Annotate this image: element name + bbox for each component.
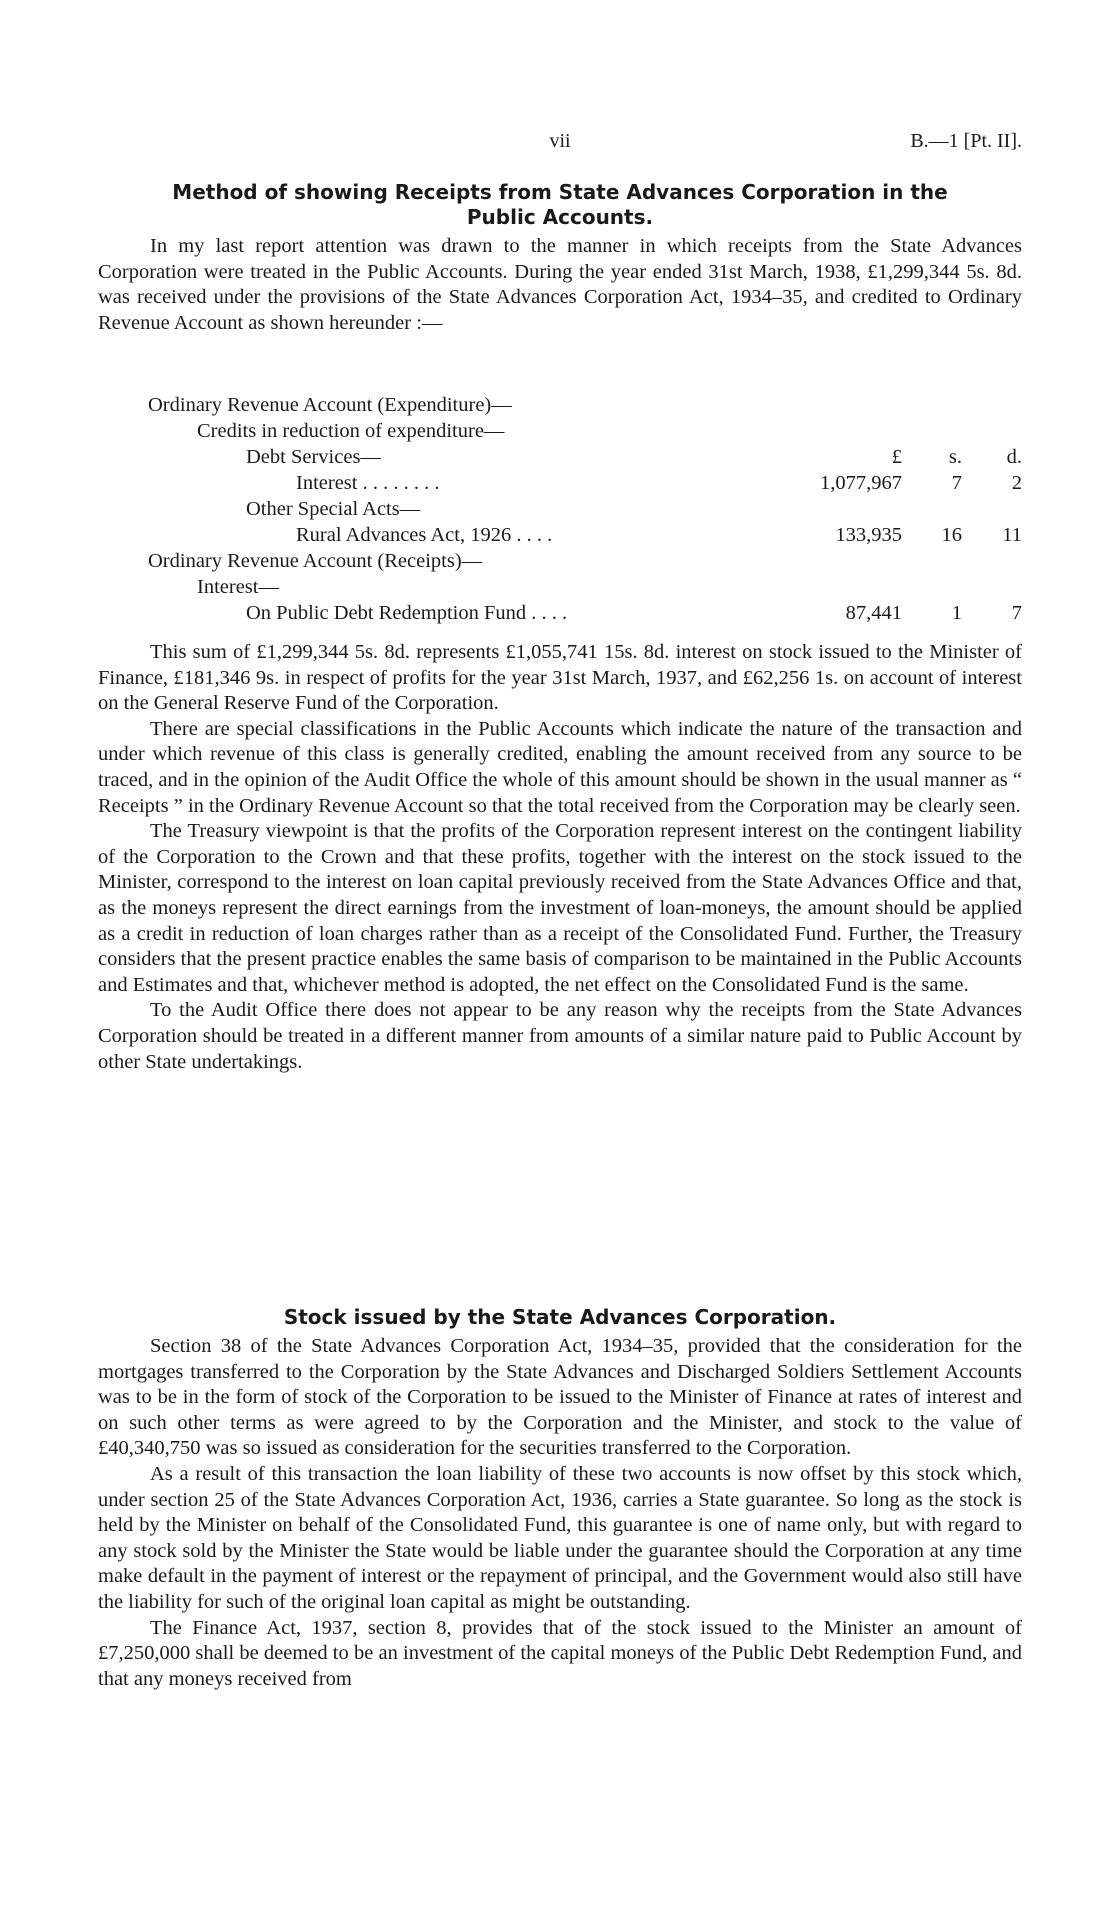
table-shillings: 7 (951, 472, 962, 494)
table-heading: Ordinary Revenue Account (Expenditure)— (148, 394, 512, 416)
table-heading: Ordinary Revenue Account (Receipts)— (148, 550, 483, 572)
table-subheading: Debt Services— (246, 446, 381, 468)
document-reference: B.—1 [Pt. II]. (910, 130, 1022, 152)
paragraph: Section 38 of the State Advances Corporation Act, 1934–35, provided that the consideration for the mortgages transferred to the Corporation by the State Advances and Discharged Soldiers Settlement Accounts was to be in the form of stock of the Corporation to be issued to the Minister of Finance at rates of interest and on such other terms as were agreed to by the Corporation and the Minister, and stock to the value of £40,340,750 was so issued as consideration for the securities transferred to the Corporation. (98, 1335, 1022, 1460)
table-row (0, 470, 1022, 496)
table-row (0, 444, 1022, 470)
table-item-label: Rural Advances Act, 1926 . . . . (296, 524, 553, 546)
intro-paragraph: In my last report attention was drawn to the manner in which receipts from the State Advances Corporation were treated in the Public Accounts. During the year ended 31st March, 1938, £1,299,344 5s. 8d. was received under the provisions of the State Advances Corporation Act, 1934–35, and credited to Ordinary Revenue Account as shown hereunder :— (98, 235, 1022, 334)
page-number: vii (549, 130, 571, 152)
section-stock (98, 1305, 1022, 1692)
section-title-stock: Stock issued by the State Advances Corporation. (283, 1305, 837, 1329)
table-row (0, 548, 1022, 574)
table-pence: 2 (1011, 472, 1022, 494)
section-title-line2: Public Accounts. (466, 205, 654, 229)
section-title-receipts (98, 180, 1022, 230)
table-row (0, 574, 1022, 600)
credits-table (0, 392, 1022, 626)
table-row (0, 418, 1022, 444)
table-row (0, 496, 1022, 522)
section-receipts-body (98, 640, 1022, 1075)
table-subheading: Other Special Acts— (246, 498, 421, 520)
table-item-label: Interest . . . . . . . . (296, 472, 440, 494)
section-receipts (98, 180, 1022, 336)
paragraph: There are special classifications in the Public Accounts which indicate the nature of the transaction and under which revenue of this class is generally credited, enabling the amount received from any source to be traced, and in the opinion of the Audit Office the whole of this amount should be shown in the usual manner as “ Receipts ” in the Ordinary Revenue Account so that the total received from the Corporation may be clearly seen. (98, 717, 1022, 817)
section-title-line1: Method of showing Receipts from State Advances Corporation in the (172, 180, 948, 204)
column-header-shillings: s. (948, 446, 962, 468)
table-subheading: Interest— (197, 576, 279, 598)
paragraph: To the Audit Office there does not appear to be any reason why the receipts from the State Advances Corporation should be treated in a different manner from amounts of a similar nature paid to Public Account by other State undertakings. (98, 999, 1022, 1073)
paragraph: This sum of £1,299,344 5s. 8d. represents £1,055,741 15s. 8d. interest on stock issued to the Minister of Finance, £181,346 9s. in respect of profits for the year 31st March, 1937, and £62,256 1s. on account of interest on the General Reserve Fund of the Corporation. (98, 641, 1022, 715)
column-header-pence: d. (1006, 446, 1022, 468)
table-shillings: 16 (941, 524, 962, 546)
table-shillings: 1 (951, 602, 962, 624)
paragraph: The Treasury viewpoint is that the profits of the Corporation represent interest on the contingent liability of the Corporation to the Crown and that these profits, together with the interest on the stock issued to the Minister, correspond to the interest on loan capital previously received from the State Advances Office and that, as the moneys represent the direct earnings from the investment of loan-moneys, the amount should be applied as a credit in reduction of loan charges rather than as a receipt of the Consolidated Fund. Further, the Treasury considers that the present practice enables the same basis of comparison to be maintained in the Public Accounts and Estimates and that, whichever method is adopted, the net effect on the Consolidated Fund is the same. (98, 820, 1022, 996)
table-row (0, 392, 1022, 418)
column-header-pounds: £ (891, 446, 902, 468)
paragraph: The Finance Act, 1937, section 8, provides that of the stock issued to the Minister an amount of £7,250,000 shall be deemed to be an investment of the capital moneys of the Public Debt Redemption Fund, and that any moneys received from (98, 1616, 1022, 1690)
page-header (98, 130, 1022, 160)
table-item-label: On Public Debt Redemption Fund . . . . (246, 602, 568, 624)
table-row (0, 600, 1022, 626)
table-amount: 87,441 (845, 602, 902, 624)
paragraph: As a result of this transaction the loan liability of these two accounts is now offset by this stock which, under section 25 of the State Advances Corporation Act, 1936, carries a State guarantee. So long as the stock is held by the Minister on behalf of the Consolidated Fund, this guarantee is one of name only, but with regard to any stock sold by the Minister the State would be liable under the guarantee should the Corporation at any time make default in the payment of interest or the repayment of principal, and the Government would also still have the liability for such of the original loan capital as might be outstanding. (98, 1462, 1022, 1613)
table-amount: 133,935 (835, 524, 902, 546)
table-row (0, 522, 1022, 548)
table-pence: 7 (1011, 602, 1022, 624)
table-pence: 11 (1002, 524, 1022, 546)
table-subheading: Credits in reduction of expenditure— (197, 420, 505, 442)
table-amount: 1,077,967 (820, 472, 902, 494)
